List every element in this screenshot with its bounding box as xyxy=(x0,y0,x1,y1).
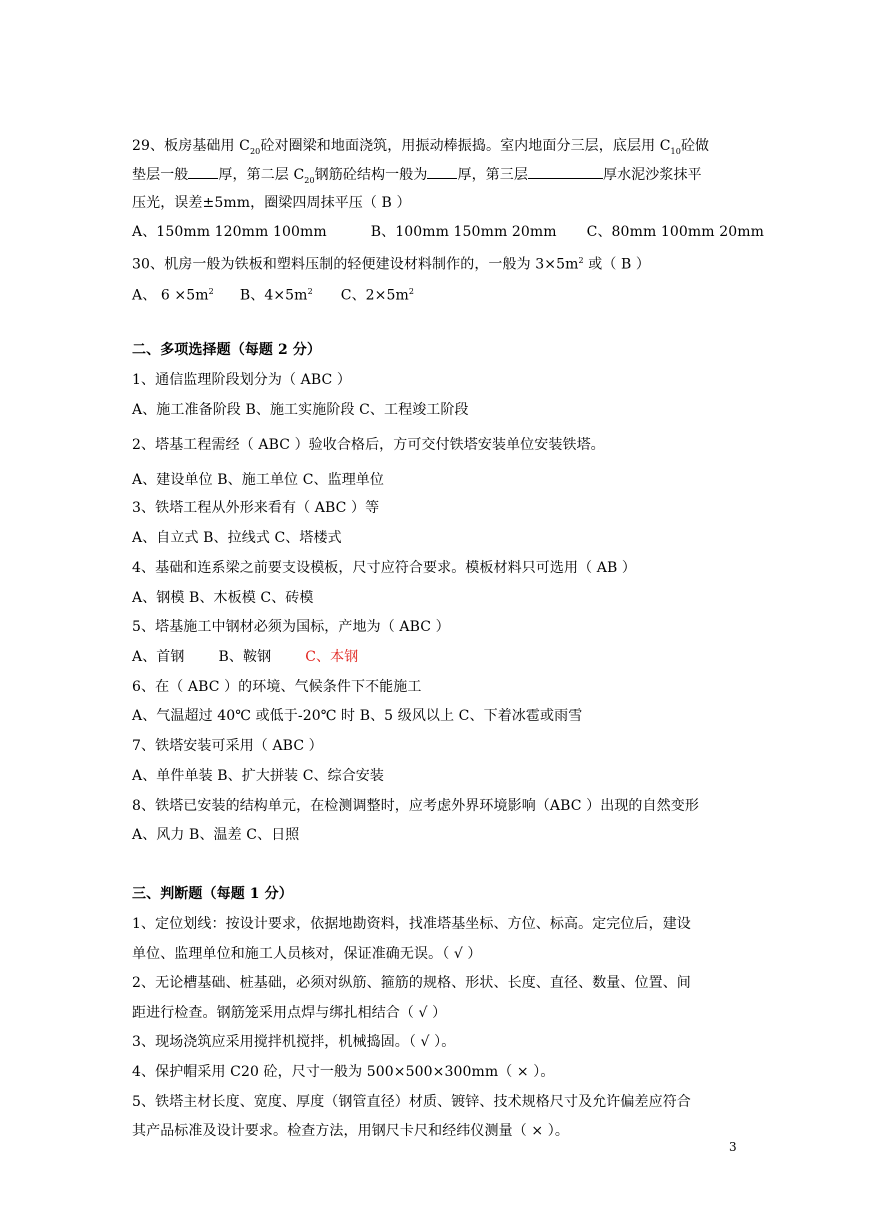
q29-line-3: 压光，误差±5mm，圈梁四周抹平压（ B ） xyxy=(132,195,411,211)
s3-q1-line-1: 1、定位划线：按设计要求，依据地勘资料，找准塔基坐标、方位、标高。定完位后，建设 xyxy=(132,916,691,932)
q29-l2-sub: 20 xyxy=(304,175,315,185)
s2-q6-options: A、气温超过 40℃ 或低于-20℃ 时 B、5 级风以上 C、下着冰雹或雨雪 xyxy=(132,708,583,724)
s2-q7: 7、铁塔安装可采用（ ABC ） xyxy=(132,738,323,754)
section-2-title: 二、多项选择题（每题 2 分） xyxy=(132,342,321,358)
s2-q6: 6、在（ ABC ）的环境、气候条件下不能施工 xyxy=(132,679,422,695)
s3-q2-line-1: 2、无论槽基础、桩基础，必须对纵筋、箍筋的规格、形状、长度、直径、数量、位置、间 xyxy=(132,975,691,991)
q29-option-b: B、100mm 150mm 20mm xyxy=(370,224,557,240)
s2-q4: 4、基础和连系梁之前要支设模板，尺寸应符合要求。模板材料只可选用（ AB ） xyxy=(132,560,637,576)
fill-blank-2 xyxy=(427,164,457,179)
fill-blank-1 xyxy=(188,164,218,179)
q29-options xyxy=(132,222,764,242)
q30-option-c: C、2×5m xyxy=(340,287,409,304)
s2-q2: 2、塔基工程需经（ ABC ）验收合格后，方可交付铁塔安装单位安装铁塔。 xyxy=(132,437,605,453)
s2-q5-option-c-highlighted: C、本钢 xyxy=(305,649,359,665)
s2-q3-options: A、自立式 B、拉线式 C、塔楼式 xyxy=(132,530,342,546)
q30-option-a-sup: 2 xyxy=(208,287,214,296)
s3-q5-line-1: 5、铁塔主材长度、宽度、厚度（钢管直径）材质、镀锌、技术规格尺寸及允许偏差应符合 xyxy=(132,1094,691,1110)
s2-q8-options: A、风力 B、温差 C、日照 xyxy=(132,827,300,843)
q29-option-c: C、80mm 100mm 20mm xyxy=(586,224,764,240)
s3-q3: 3、现场浇筑应采用搅拌机搅拌，机械捣固。（ √ ）。 xyxy=(132,1034,456,1050)
q29-sub-2: 10 xyxy=(670,146,681,156)
s2-q4-options: A、钢模 B、木板模 C、砖模 xyxy=(132,590,314,606)
q29-l2-c: 钢筋砼结构一般为 xyxy=(314,167,428,183)
q29-l2-b: 厚，第二层 C xyxy=(218,167,305,183)
q29-sub-1: 20 xyxy=(249,146,261,156)
s2-q1-options: A、施工准备阶段 B、施工实施阶段 C、工程竣工阶段 xyxy=(132,402,469,418)
q30-text-b: 或（ B ） xyxy=(583,256,651,273)
s3-q1-line-2: 单位、监理单位和施工人员核对，保证准确无误。（ √ ） xyxy=(132,946,482,962)
q29-text-c: 砼做 xyxy=(680,138,710,154)
s3-q2-line-2: 距进行检查。钢筋笼采用点焊与绑扎相结合（ √ ） xyxy=(132,1005,447,1021)
q30-text-a: 30、机房一般为铁板和塑料压制的轻便建设材料制作的，一般为 3×5m xyxy=(132,256,579,273)
q30-option-c-sup: 2 xyxy=(408,287,415,296)
s2-q3: 3、铁塔工程从外形来看有（ ABC ）等 xyxy=(132,500,380,516)
s2-q2-options: A、建设单位 B、施工单位 C、监理单位 xyxy=(132,472,385,488)
s2-q8: 8、铁塔已安装的结构单元，在检测调整时，应考虑外界环境影响（ABC ）出现的自然变形 xyxy=(132,798,699,814)
s3-q4: 4、保护帽采用 C20 砼，尺寸一般为 500×500×300mm（ × ）。 xyxy=(132,1064,555,1080)
q29-text-a: 29、板房基础用 C xyxy=(132,138,250,154)
q30-option-b: B、4×5m xyxy=(239,287,308,304)
q29-line-2 xyxy=(132,164,702,191)
s2-q7-options: A、单件单装 B、扩大拼装 C、综合安装 xyxy=(132,768,385,784)
q30-line-1 xyxy=(132,251,650,275)
q29-text-b: 砼对圈梁和地面浇筑，用振动棒振捣。室内地面分三层，底层用 C xyxy=(260,138,671,154)
s2-q5-option-a: A、首钢 xyxy=(132,649,185,665)
q30-option-b-sup: 2 xyxy=(307,287,313,296)
s2-q5: 5、塔基施工中钢材必须为国标，产地为（ ABC ） xyxy=(132,619,450,635)
q29-line-1 xyxy=(132,136,709,162)
q29-l2-a: 垫层一般 xyxy=(132,167,189,183)
q29-option-a: A、150mm 120mm 100mm xyxy=(132,224,327,240)
section-3-title: 三、判断题（每题 1 分） xyxy=(132,886,293,902)
q29-l2-d: 厚，第三层 xyxy=(457,167,528,183)
s2-q1: 1、通信监理阶段划分为（ ABC ） xyxy=(132,372,351,388)
s3-q5-line-2: 其产品标准及设计要求。检查方法，用钢尺卡尺和经纬仪测量（ × ）。 xyxy=(132,1123,569,1139)
q30-sup: 2 xyxy=(578,256,584,265)
s2-q5-options xyxy=(132,647,358,667)
q30-options xyxy=(132,282,414,306)
q30-option-a: A、 6 ×5m xyxy=(132,287,209,304)
fill-blank-3 xyxy=(528,164,603,179)
q29-l2-e: 厚水泥沙浆抹平 xyxy=(602,167,702,183)
page-number: 3 xyxy=(729,1140,737,1154)
s2-q5-option-b: B、鞍钢 xyxy=(218,649,272,665)
